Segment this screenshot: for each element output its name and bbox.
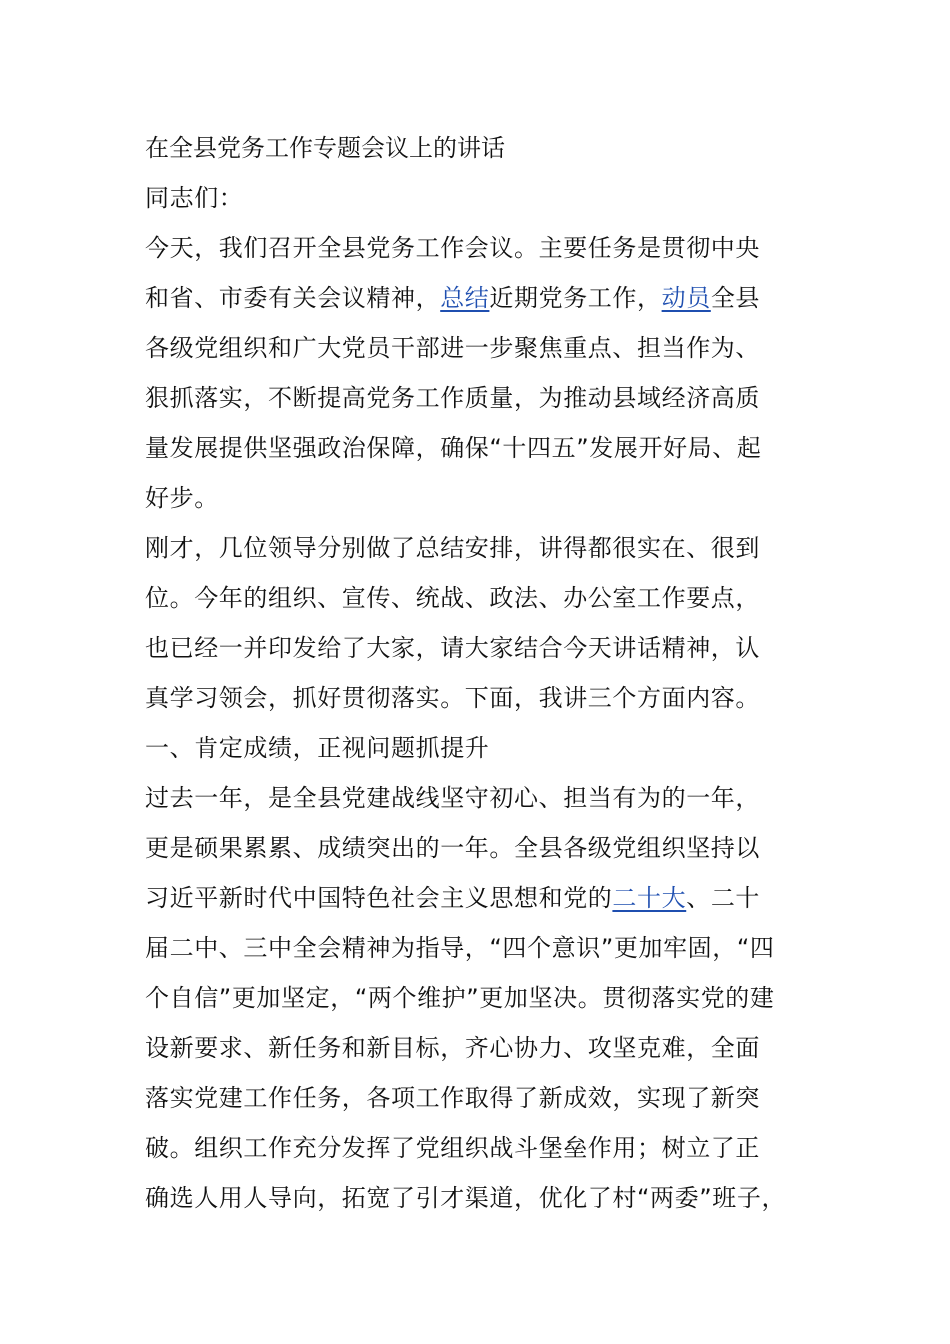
link-zongjie[interactable]: 总结 [440, 284, 490, 312]
paragraph-3-line-6: 设新要求、新任务和新目标，齐心协力、攻坚克难，全面 [145, 1034, 760, 1062]
document-title: 在全县党务工作专题会议上的讲话 [145, 134, 505, 162]
text-segment: 习近平新时代中国特色社会主义思想和党的 [145, 884, 613, 912]
paragraph-2-line-1: 刚才，几位领导分别做了总结安排，讲得都很实在、很到 [145, 534, 760, 562]
paragraph-1-line-1: 今天，我们召开全县党务工作会议。主要任务是贯彻中央 [145, 234, 760, 262]
paragraph-3-line-5: 个自信”更加坚定，“两个维护”更加坚决。贯彻落实党的建 [145, 984, 775, 1012]
paragraph-3-line-2: 更是硕果累累、成绩突出的一年。全县各级党组织坚持以 [145, 834, 760, 862]
paragraph-3-line-8: 破。组织工作充分发挥了党组织战斗堡垒作用；树立了正 [145, 1134, 760, 1162]
paragraph-3-line-3 [145, 878, 760, 918]
link-dongyuan[interactable]: 动员 [661, 284, 711, 312]
paragraph-1-line-3: 各级党组织和广大党员干部进一步聚焦重点、担当作为、 [145, 334, 760, 362]
paragraph-3-line-7: 落实党建工作任务，各项工作取得了新成效，实现了新突 [145, 1084, 760, 1112]
paragraph-1-line-2 [145, 278, 760, 318]
link-ershida[interactable]: 二十大 [612, 884, 687, 912]
paragraph-2-line-3: 也已经一并印发给了大家，请大家结合今天讲话精神，认 [145, 634, 760, 662]
paragraph-3-line-4: 届二中、三中全会精神为指导，“四个意识”更加牢固，“四 [145, 934, 775, 962]
paragraph-1-line-5: 量发展提供坚强政治保障，确保“十四五”发展开好局、起 [145, 434, 762, 462]
text-segment: 近期党务工作， [489, 284, 662, 312]
section-heading-1: 一、肯定成绩，正视问题抓提升 [145, 734, 490, 762]
paragraph-1-line-4: 狠抓落实，不断提高党务工作质量，为推动县域经济高质 [145, 384, 760, 412]
text-segment: 、二十 [686, 884, 761, 912]
paragraph-3-line-9: 确选人用人导向，拓宽了引才渠道，优化了村“两委”班子， [145, 1184, 787, 1212]
salutation: 同志们： [145, 184, 244, 212]
paragraph-3-line-1: 过去一年，是全县党建战线坚守初心、担当有为的一年， [145, 784, 760, 812]
paragraph-2-line-2: 位。今年的组织、宣传、统战、政法、办公室工作要点， [145, 584, 760, 612]
text-segment: 全县 [710, 284, 761, 312]
paragraph-1-line-6: 好步。 [145, 484, 219, 512]
paragraph-2-line-4: 真学习领会，抓好贯彻落实。下面，我讲三个方面内容。 [145, 684, 760, 712]
text-segment: 和省、市委有关会议精神， [145, 284, 441, 312]
